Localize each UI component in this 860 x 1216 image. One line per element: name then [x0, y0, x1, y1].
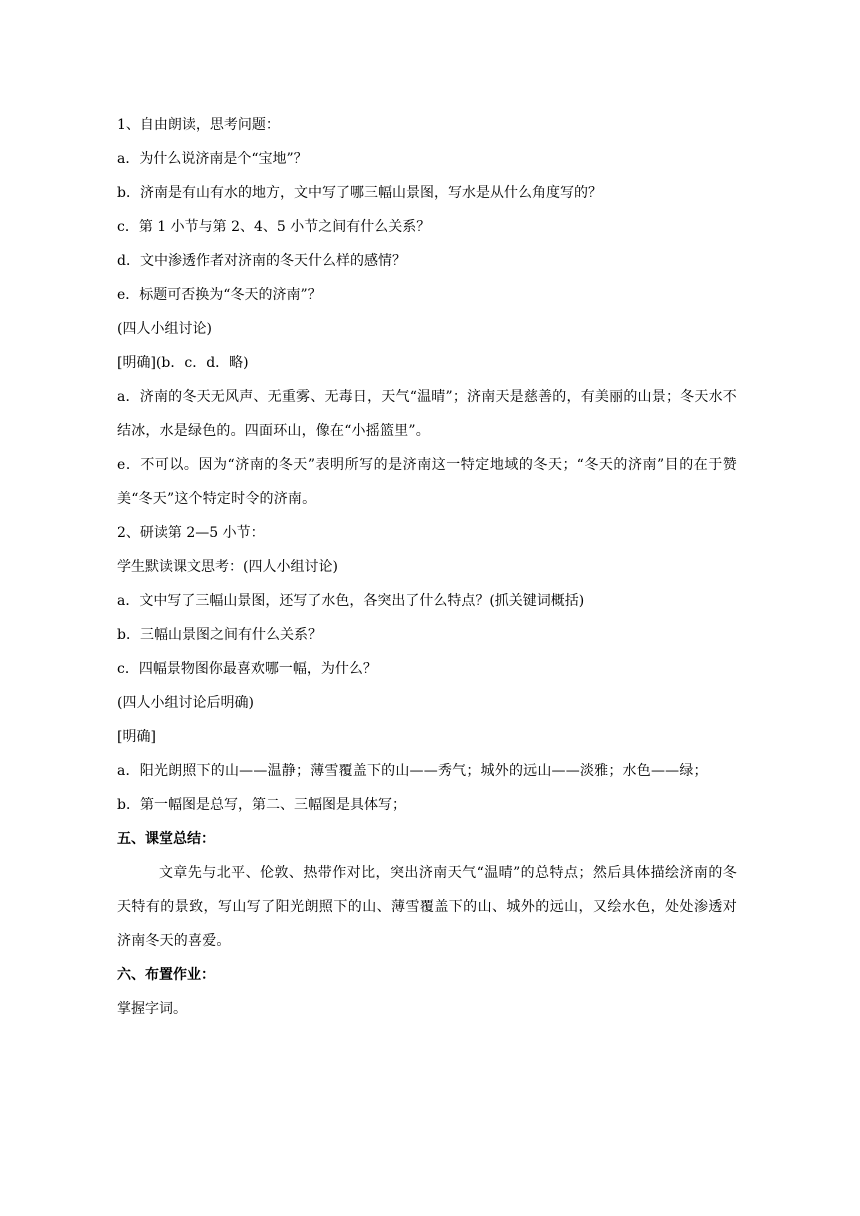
- answer-e: e．不可以。因为“济南的冬天”表明所写的是济南这一特定地域的冬天；“冬天的济南”目的在于赞美“冬天”这个特定时令的济南。: [117, 457, 737, 507]
- silent-reading-note: 学生默读课文思考：(四人小组讨论): [117, 559, 338, 575]
- answer-a: a．济南的冬天无风声、无重雾、无毒日，天气“温晴”；济南天是慈善的，有美丽的山景；冬天水不结冰，水是绿色的。四面环山，像在“小摇篮里”。: [117, 389, 737, 439]
- section-6-heading: 六、布置作业：: [117, 967, 215, 983]
- lesson-content: [117, 108, 737, 1026]
- task-2-title: 2、研读第 2—5 小节：: [117, 525, 265, 541]
- task-2-answer-a: a．阳光朗照下的山——温静；薄雪覆盖下的山——秀气；城外的远山——淡雅；水色——绿；: [117, 763, 708, 779]
- clarify-label: [明确](b．c．d．略): [117, 355, 249, 371]
- task-2-answer-b: b．第一幅图是总写，第二、三幅图是具体写；: [117, 797, 406, 813]
- question-e: e．标题可否换为“冬天的济南”？: [117, 287, 322, 303]
- homework-text: 掌握字词。: [117, 1001, 187, 1017]
- discussion-clarify-note: (四人小组讨论后明确): [117, 695, 254, 711]
- clarify-label-2: [明确]: [117, 729, 156, 745]
- question-a: a．为什么说济南是个“宝地”？: [117, 151, 308, 167]
- question-c: c．第 1 小节与第 2、4、5 小节之间有什么关系？: [117, 219, 431, 235]
- task-2-question-a: a．文中写了三幅山景图，还写了水色，各突出了什么特点？(抓关键词概括): [117, 593, 585, 609]
- question-d: d．文中渗透作者对济南的冬天什么样的感情？: [117, 253, 406, 269]
- section-5-heading: 五、课堂总结：: [117, 831, 215, 847]
- task-1-title: 1、自由朗读，思考问题：: [117, 117, 280, 133]
- group-discussion-note: (四人小组讨论): [117, 321, 212, 337]
- task-2-question-b: b．三幅山景图之间有什么关系？: [117, 627, 322, 643]
- question-b: b．济南是有山有水的地方，文中写了哪三幅山景图，写水是从什么角度写的？: [117, 185, 602, 201]
- class-summary: 文章先与北平、伦敦、热带作对比，突出济南天气“温晴”的总特点；然后具体描绘济南的冬天特有的景致，写山写了阳光朗照下的山、薄雪覆盖下的山、城外的远山，又绘水色，处处渗透对济南冬天的喜爱。: [117, 865, 737, 949]
- task-2-question-c: c．四幅景物图你最喜欢哪一幅，为什么？: [117, 661, 377, 677]
